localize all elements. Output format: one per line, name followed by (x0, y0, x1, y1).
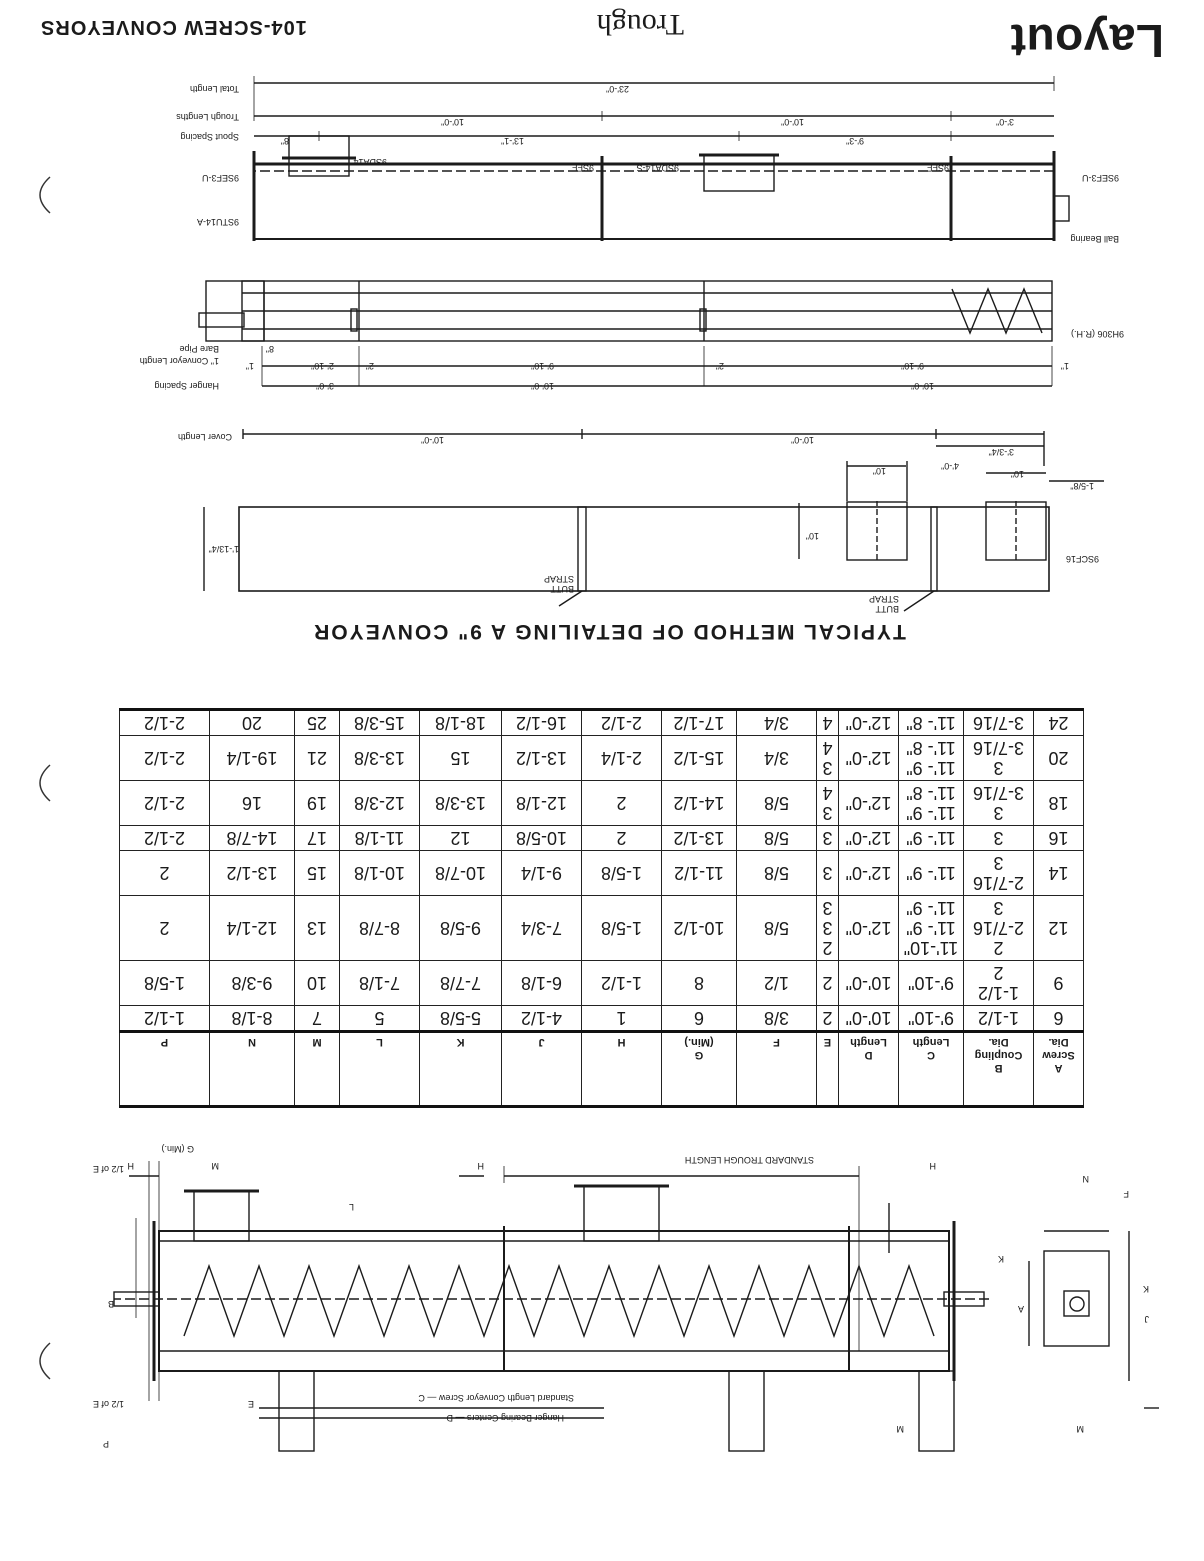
page-title: Layout (1010, 15, 1164, 67)
cell-g: 13-1/2 (662, 826, 737, 851)
dim-2in-a: 2" (715, 361, 724, 371)
k-label-1: K (1142, 1284, 1149, 1294)
cover-length-label: Cover Length (177, 432, 232, 442)
part-9sff-a: 9SFF (926, 163, 949, 173)
cell-l: 7-1/8 (340, 961, 420, 1006)
header-k: K (420, 1032, 502, 1107)
b-label: B (107, 1299, 114, 1309)
cell-k: 15 (420, 736, 502, 781)
cell-l: 5 (340, 1006, 420, 1032)
cell-m: 25 (295, 710, 340, 736)
cell-d: 12'-0" (839, 710, 899, 736)
half-of-e-label-bottom: 1/2 of E (92, 1399, 124, 1409)
e-label: E (247, 1399, 254, 1409)
cell-d: 12'-0" (839, 851, 899, 896)
p-label: P (102, 1439, 109, 1449)
cell-h: 2-1/2 (582, 710, 662, 736)
dim-10-0: 10'-0" (531, 381, 554, 391)
m-label-1: M (211, 1161, 219, 1171)
drawing-caption: TYPICAL METHOD OF DETAILING A 9" CONVEYOR (312, 620, 906, 643)
dim-10-0-a: 10'-0" (781, 117, 804, 127)
n-label: N (1082, 1174, 1089, 1184)
dim-23-0: 23'-0" (606, 84, 629, 94)
cell-k: 7-7/8 (420, 961, 502, 1006)
cell-a: 6 (1034, 1006, 1084, 1032)
cell-k: 10-7/8 (420, 851, 502, 896)
cell-k: 9-5/8 (420, 896, 502, 961)
header-j: J (502, 1032, 582, 1107)
cell-f: 3/4 (737, 736, 817, 781)
cell-g: 15-1/2 (662, 736, 737, 781)
half-of-e-label-top: 1/2 of E (92, 1164, 124, 1174)
cell-d: 12'-0" (839, 736, 899, 781)
cell-n: 8-1/8 (210, 1006, 295, 1032)
header-l: L (340, 1032, 420, 1107)
cell-c: 11'- 8" (899, 710, 964, 736)
cell-a: 12 (1034, 896, 1084, 961)
cell-f: 5/8 (737, 826, 817, 851)
cell-l: 11-1/8 (340, 826, 420, 851)
cell-m: 19 (295, 781, 340, 826)
cell-g: 17-1/2 (662, 710, 737, 736)
part-9h306: 9H306 (R.H.) (1070, 329, 1124, 339)
part-9sff-b: 9SFF (571, 163, 594, 173)
cell-k: 18-1/8 (420, 710, 502, 736)
cell-d: 12'-0" (839, 781, 899, 826)
cell-j: 7-3/4 (502, 896, 582, 961)
header-c: C Length (899, 1032, 964, 1107)
cell-p: 1-1/2 (120, 1006, 210, 1032)
cell-j: 6-1/8 (502, 961, 582, 1006)
dim-3-3-4: 3'-3/4" (988, 447, 1014, 457)
header-n: N (210, 1032, 295, 1107)
dim-10ft-b: 10'-0" (421, 435, 444, 445)
cell-j: 12-1/8 (502, 781, 582, 826)
part-9scf16: 9SCF16 (1065, 554, 1099, 564)
cell-p: 2-1/2 (120, 736, 210, 781)
dim-2in-b: 2" (365, 361, 374, 371)
h-label-3: H (929, 1161, 936, 1171)
cell-n: 9-3/8 (210, 961, 295, 1006)
cell-m: 21 (295, 736, 340, 781)
part-9sef3u-a: 9SEF3-U (1081, 173, 1119, 183)
cell-b: 3 3-7/16 (964, 781, 1034, 826)
dim-10ft-a: 10'-0" (791, 435, 814, 445)
dim-1in: 1" (1060, 361, 1069, 371)
m-label-2: M (896, 1424, 904, 1434)
cell-a: 24 (1034, 710, 1084, 736)
cell-a: 14 (1034, 851, 1084, 896)
cell-k: 5-5/8 (420, 1006, 502, 1032)
header-h: H (582, 1032, 662, 1107)
dim-10in-side: 10" (805, 531, 819, 541)
a-label: A (1017, 1304, 1024, 1314)
cell-l: 8-7/8 (340, 896, 420, 961)
h-label-1: H (477, 1161, 484, 1171)
dim-2-10: 2'-10" (311, 361, 334, 371)
conveyor-length-label: 1" Conveyor Length (139, 356, 219, 366)
cell-n: 19-1/4 (210, 736, 295, 781)
cell-g: 8 (662, 961, 737, 1006)
cell-b: 3 (964, 826, 1034, 851)
cell-d: 12'-0" (839, 896, 899, 961)
cell-n: 20 (210, 710, 295, 736)
cell-m: 10 (295, 961, 340, 1006)
cell-l: 12-3/8 (340, 781, 420, 826)
cell-f: 1/2 (737, 961, 817, 1006)
header-g: G (Min.) (662, 1032, 737, 1107)
cell-d: 10'-0" (839, 1006, 899, 1032)
header-p: P (120, 1032, 210, 1107)
header-f: F (737, 1032, 817, 1107)
cell-e: 4 (817, 710, 839, 736)
cell-p: 2 (120, 851, 210, 896)
cell-h: 2 (582, 781, 662, 826)
part-9sef3u-b: 9SEF3-U (201, 173, 239, 183)
cell-b: 2-7/16 3 (964, 851, 1034, 896)
cell-a: 18 (1034, 781, 1084, 826)
header-e: E (817, 1032, 839, 1107)
cell-a: 9 (1034, 961, 1084, 1006)
header-d: D Length (839, 1032, 899, 1107)
cell-c: 9'-10" (899, 1006, 964, 1032)
cell-e: 2 (817, 961, 839, 1006)
cell-c: 11'- 9" (899, 851, 964, 896)
cell-m: 13 (295, 896, 340, 961)
cell-e: 3 (817, 826, 839, 851)
bare-pipe-label: Bare Pipe (179, 344, 219, 354)
cell-p: 2-1/2 (120, 826, 210, 851)
std-trough-length-label: STANDARD TROUGH LENGTH (684, 1155, 814, 1165)
cell-b: 2 2-7/16 3 (964, 896, 1034, 961)
cell-l: 10-1/8 (340, 851, 420, 896)
ball-bearing-label: Ball Bearing (1070, 234, 1119, 244)
dim-4-0: 4'-0" (941, 461, 959, 471)
cell-c: 11'- 9" (899, 826, 964, 851)
dim-10in-a: 10" (1010, 469, 1024, 479)
cell-h: 2 (582, 826, 662, 851)
dim-1-1-3-4: 1'-13/4" (208, 544, 239, 554)
cell-j: 10-5/8 (502, 826, 582, 851)
cell-p: 2-1/2 (120, 781, 210, 826)
dim-3-0: 3'-0" (996, 117, 1014, 127)
cell-b: 1-1/2 (964, 1006, 1034, 1032)
cell-f: 5/8 (737, 851, 817, 896)
h-label-2: H (127, 1161, 134, 1171)
hanger-spacing-label: Hanger Spacing (154, 381, 219, 391)
dim-9-10-a: 9'-10" (901, 361, 924, 371)
header-b: B Coupling Dia. (964, 1032, 1034, 1107)
cell-p: 2-1/2 (120, 710, 210, 736)
spout-spacing-label: Spout Spacing (180, 132, 239, 142)
cell-f: 3/4 (737, 710, 817, 736)
dim-10ft-0: 10'-0" (911, 381, 934, 391)
l-label: L (348, 1202, 354, 1212)
cell-h: 1 (582, 1006, 662, 1032)
dim-10-0-b: 10'-0" (441, 117, 464, 127)
cell-a: 16 (1034, 826, 1084, 851)
cell-f: 3/8 (737, 1006, 817, 1032)
page-subtitle: Trough (596, 8, 684, 41)
part-9sda14: 9SDA14 (353, 157, 387, 167)
dim-10in-b: 10" (872, 466, 886, 476)
cell-n: 13-1/2 (210, 851, 295, 896)
cell-e: 2 3 3 (817, 896, 839, 961)
cell-h: 1-5/8 (582, 896, 662, 961)
part-9stu14a: 9STU14-A (196, 217, 239, 227)
cell-e: 3 (817, 851, 839, 896)
cell-b: 3 3-7/16 (964, 736, 1034, 781)
cell-e: 3 4 (817, 736, 839, 781)
cell-f: 5/8 (737, 781, 817, 826)
part-9sda14s: 9SDA14-S (636, 163, 679, 173)
f-label: F (1123, 1189, 1129, 1199)
trough-lengths-label: Trough Lengths (176, 112, 239, 122)
g-min-label: G (Min.) (161, 1144, 194, 1154)
dim-3-0: 3'-0" (316, 381, 334, 391)
butt-strap-label-2: BUTTSTRAP (543, 574, 574, 594)
k-label-2: K (997, 1254, 1004, 1264)
total-length-label: Total Length (189, 84, 239, 94)
cell-n: 16 (210, 781, 295, 826)
dim-8: 8" (280, 136, 289, 146)
cell-g: 11-1/2 (662, 851, 737, 896)
cell-p: 1-5/8 (120, 961, 210, 1006)
cell-l: 13-3/8 (340, 736, 420, 781)
dim-8in: 8" (265, 344, 274, 354)
cell-b: 3-7/16 (964, 710, 1034, 736)
cell-c: 11'- 9" 11'- 8" (899, 781, 964, 826)
cell-c: 11'-10" 11'- 9" 11'- 9" (899, 896, 964, 961)
dim-1-5-8: 1-5/8" (1070, 481, 1094, 491)
header-m: M (295, 1032, 340, 1107)
dim-13-1: 13'-1" (501, 136, 524, 146)
dim-9-10-b: 9'-10" (531, 361, 554, 371)
dim-9-3: 9'-3" (846, 136, 864, 146)
cell-c: 9'-10" (899, 961, 964, 1006)
cell-e: 2 (817, 1006, 839, 1032)
cell-f: 5/8 (737, 896, 817, 961)
cell-k: 12 (420, 826, 502, 851)
header-a: A Screw Dia. (1034, 1032, 1084, 1107)
page-footer: 104-SCREW CONVEYORS (40, 16, 307, 38)
j-label: J (1144, 1314, 1149, 1324)
cell-m: 15 (295, 851, 340, 896)
cell-e: 3 4 (817, 781, 839, 826)
cell-a: 20 (1034, 736, 1084, 781)
cell-j: 4-1/2 (502, 1006, 582, 1032)
cell-m: 17 (295, 826, 340, 851)
cell-n: 12-1/4 (210, 896, 295, 961)
hanger-bearing-centers-label: Hanger Bearing Centers — D (446, 1413, 564, 1423)
cell-p: 2 (120, 896, 210, 961)
cell-g: 6 (662, 1006, 737, 1032)
std-screw-length-label: Standard Length Conveyor Screw — C (418, 1393, 574, 1403)
cell-l: 15-3/8 (340, 710, 420, 736)
cell-h: 2-1/4 (582, 736, 662, 781)
cell-n: 14-7/8 (210, 826, 295, 851)
cell-h: 1-5/8 (582, 851, 662, 896)
cell-d: 12'-0" (839, 826, 899, 851)
cell-j: 13-1/2 (502, 736, 582, 781)
cell-d: 10'-0" (839, 961, 899, 1006)
cell-b: 1-1/2 2 (964, 961, 1034, 1006)
cell-g: 14-1/2 (662, 781, 737, 826)
cell-h: 1-1/2 (582, 961, 662, 1006)
cell-m: 7 (295, 1006, 340, 1032)
cell-c: 11'- 9" 11'- 8" (899, 736, 964, 781)
cell-g: 10-1/2 (662, 896, 737, 961)
cell-j: 16-1/2 (502, 710, 582, 736)
cell-k: 13-3/8 (420, 781, 502, 826)
cell-j: 9-1/4 (502, 851, 582, 896)
m-label-3: M (1076, 1424, 1084, 1434)
butt-strap-label-1: BUTTSTRAP (868, 594, 899, 614)
dim-1in-b: 1" (245, 361, 254, 371)
